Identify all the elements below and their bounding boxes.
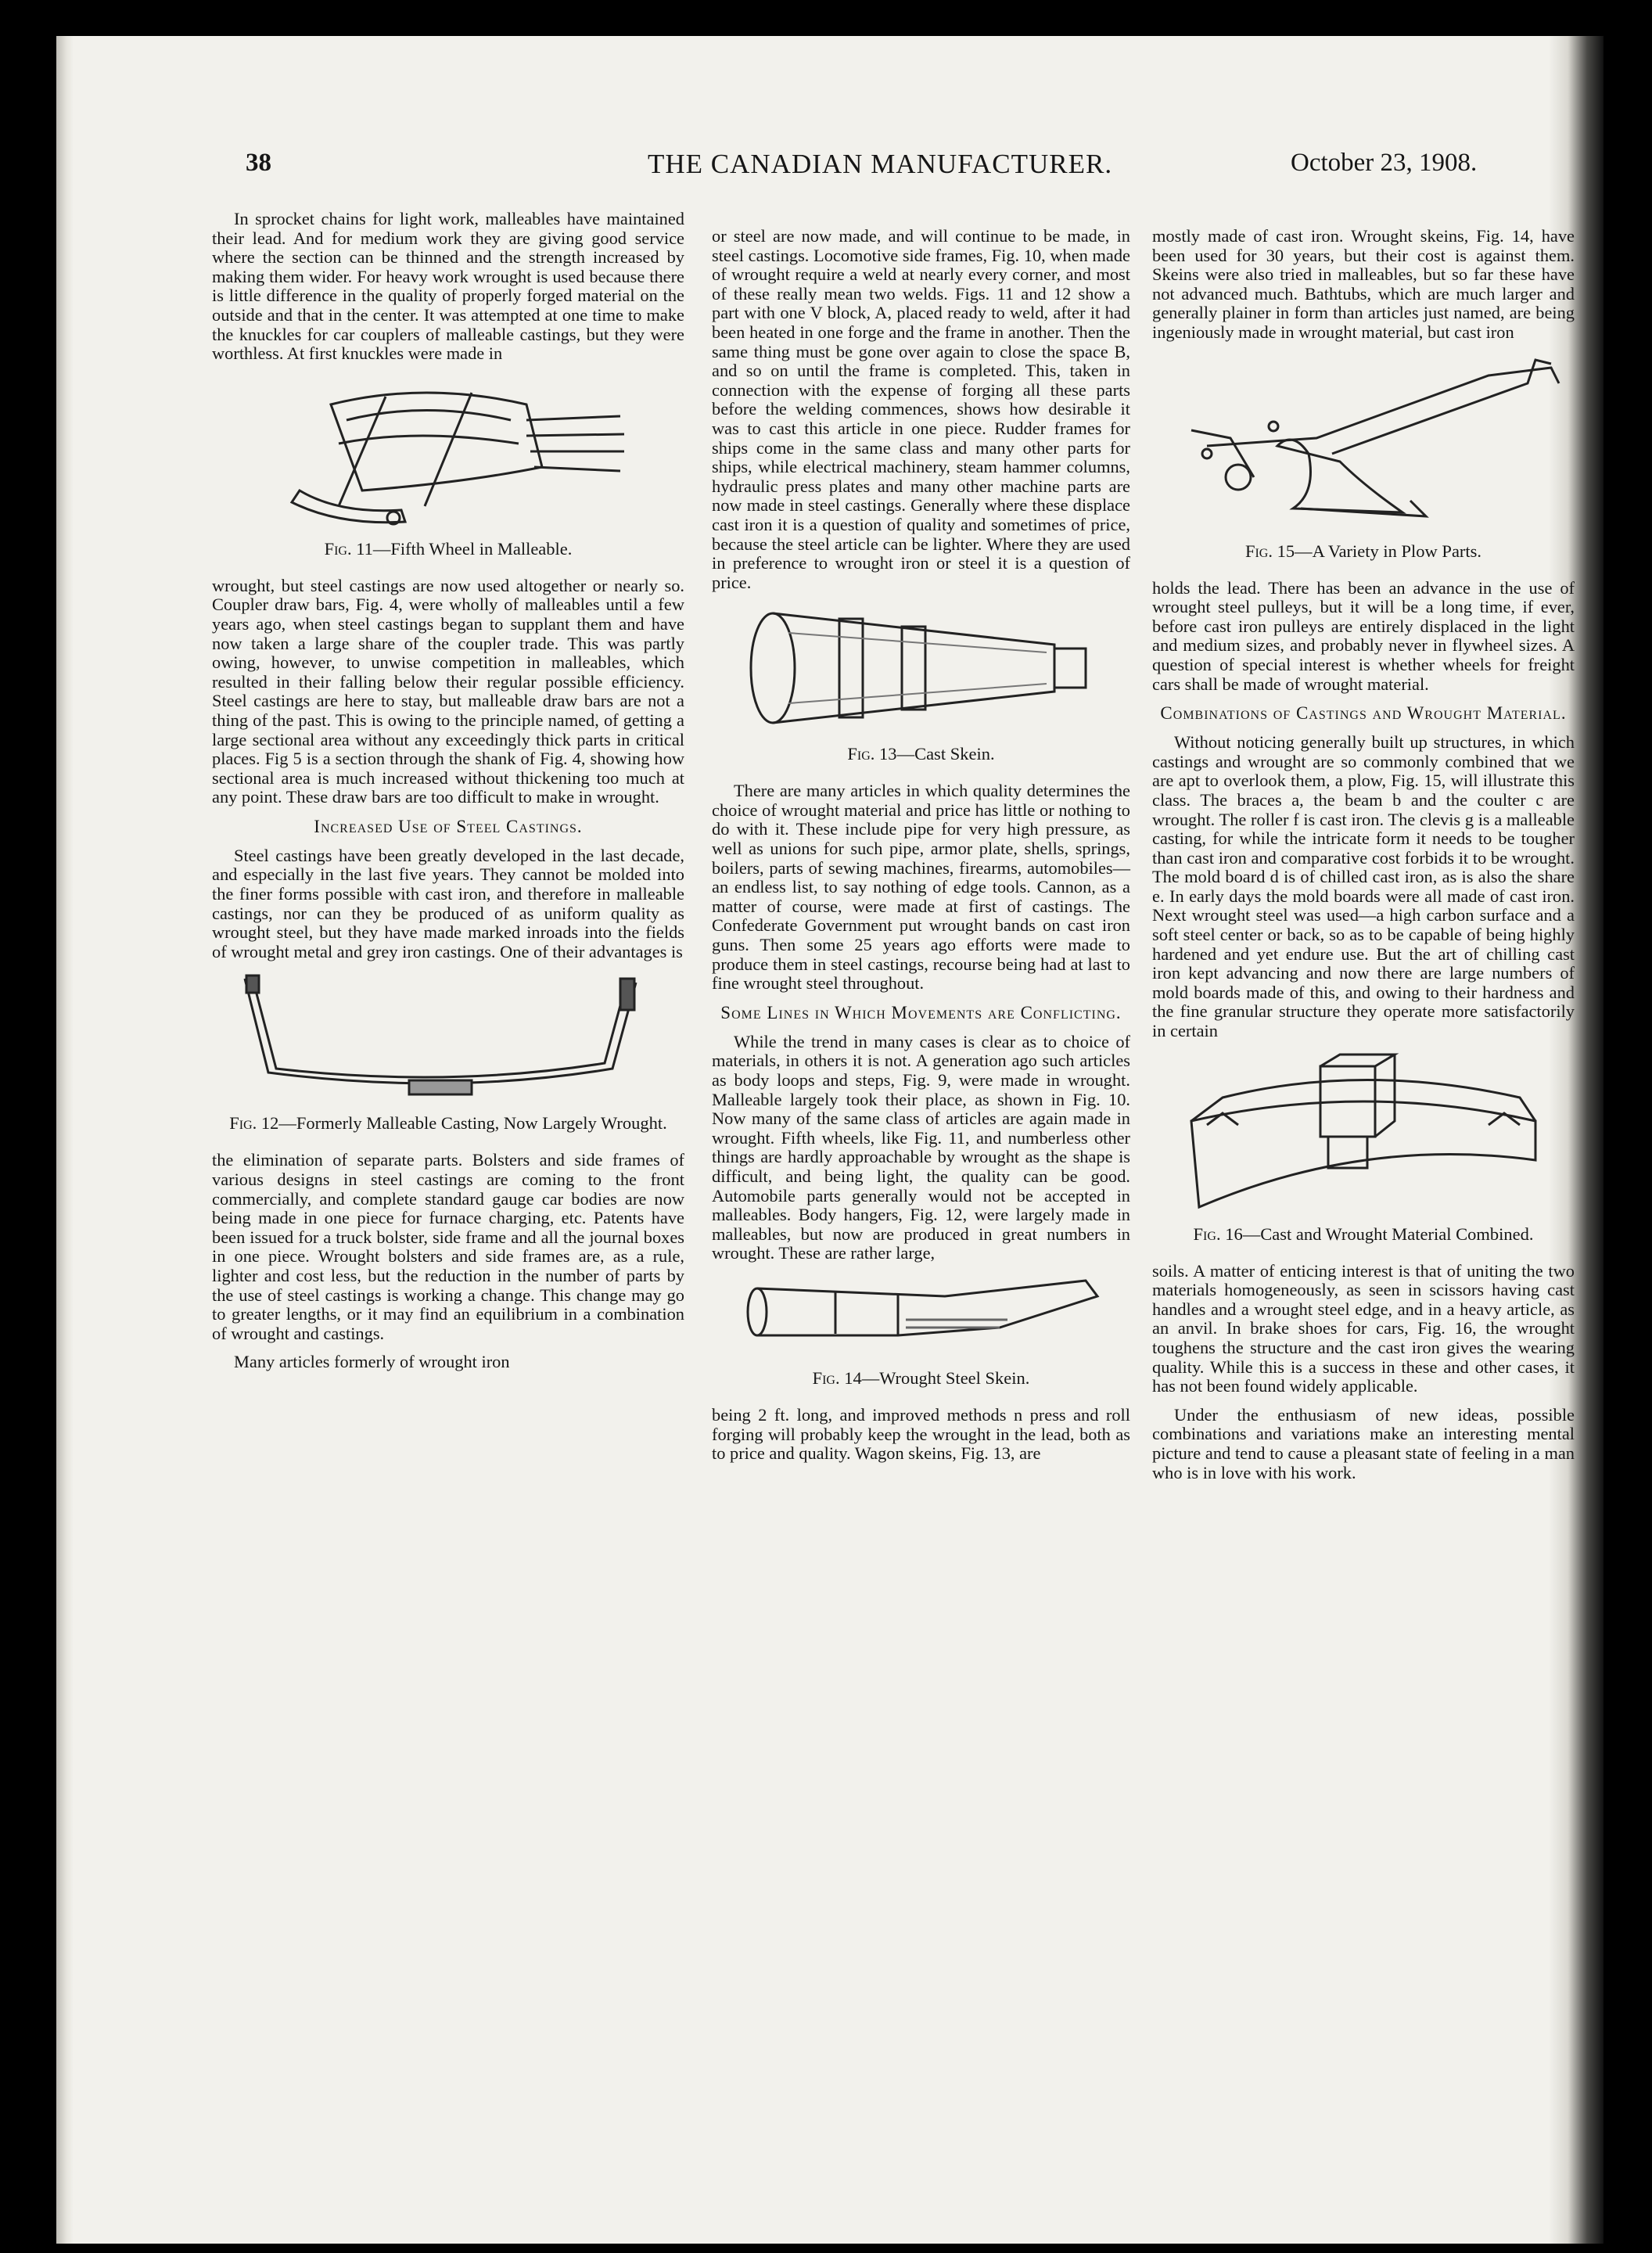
- paragraph: holds the lead. There has been an advance in the use of wrought steel pulleys, but it will be a long time, if ever, before cast iron pulleys are entirely displaced in the light and medium sizes, and probably never in flywheel sizes. A question of special interest is whether wheels for freight cars shall be made of wrought material.: [1152, 577, 1575, 694]
- fifth-wheel-illustration: [268, 373, 628, 530]
- magazine-page: [56, 36, 1604, 2244]
- figure-14: [712, 1273, 1130, 1389]
- figure-16-caption: Fig. 16—Cast and Wrought Material Combined.: [1193, 1224, 1534, 1244]
- paragraph: being 2 ft. long, and improved methods n press and roll forging will probably keep the wrought in the lead, both as to price and quality. Wagon skeins, Fig. 13, are: [712, 1404, 1130, 1464]
- figure-12-caption: Fig. 12—Formerly Malleable Casting, Now Largely Wrought.: [229, 1113, 667, 1134]
- figure-15: [1152, 352, 1575, 562]
- page-number: 38: [246, 149, 271, 177]
- figure-13-caption: Fig. 13—Cast Skein.: [847, 744, 995, 764]
- column-1: [212, 210, 684, 1382]
- plow-illustration: [1160, 352, 1567, 532]
- paragraph: soils. A matter of enticing interest is that of uniting the two materials homogeneously, as seen in scissors having cast handles and a wrought steel edge, and in a heavy article, as an anvil. In brake shoes for cars, Fig. 16, the wrought toughens the structure and the cast iron gives the wearing quality. While this is a success in these and other cases, it has not been found widely applicable.: [1152, 1260, 1575, 1396]
- paragraph: the elimination of separate parts. Bolsters and side frames of various designs in steel castings are coming to the front commercially, and complete standard gauge car bodies are now being made in one piece for furnace charging, etc. Patents have been issued for a truck bolster, side frame and all the journal boxes in one piece. Wrought bolsters and side frames are, as a rule, lighter and cost less, but the reduction in the number of parts by the use of steel castings is working a change. This change may go to greater lengths, or it may find an equilibrium in a combination of wrought and castings.: [212, 1150, 684, 1343]
- column-3: [1152, 227, 1575, 1492]
- wrought-skein-illustration: [742, 1273, 1101, 1359]
- cast-skein-illustration: [742, 602, 1101, 735]
- paragraph: There are many articles in which quality determines the choice of wrought material and price has little or nothing to do with it. These include pipe for very high pressure, as well as unions for such pipe, armor plate, shells, springs, boilers, parts of sewing machines, firearms, automobiles—an endless list, to say nothing of edge tools. Cannon, as a matter of course, were made at first of castings. The Confederate Government put wrought bands on cast iron guns. Then some 25 years ago efforts were made to produce them in steel castings, recourse being had at last to fine wrought steel throughout.: [712, 781, 1130, 994]
- paragraph: Steel castings have been greatly developed in the last decade, and especially in the last five years. They cannot be molded into the finer forms possible with cast iron, and therefore in malleable castings, nor can they be produced of as uniform quality as wrought steel, but they have made marked inroads into the fields of wrought metal and grey iron castings. One of their advantages is: [212, 845, 684, 961]
- figure-14-caption: Fig. 14—Wrought Steel Skein.: [812, 1367, 1030, 1388]
- paragraph: Without noticing generally built up structures, in which castings and wrought are so commonly combined that we are apt to overlook them, a plow, Fig. 15, will illustrate this class. The braces a, the beam b and the coulter c are wrought. The roller f is cast iron. The clevis g is a malleable casting, for while the intricate form it needs to be tougher than cast iron and comparative cost forbids it to be wrought. The mold board d is of chilled cast iron, as is also the share e. In early days the mold boards were all made of cast iron. Next wrought steel was used—a high carbon surface and a soft steel center or back, so as to be capable of being highly hardened and yet endure use. But the art of chilling cast iron kept advancing and now there are large numbers of mold boards made of this, and owing to their hardness and the fine granular structure they operate more satisfactorily in certain: [1152, 732, 1575, 1041]
- issue-date: October 23, 1908.: [1291, 149, 1478, 177]
- body-hanger-illustration: [237, 971, 659, 1104]
- paragraph: Under the enthusiasm of new ideas, possible combinations and variations make an interesting mental picture and tend to cause a pleasant state of feeling in a man who is in love with his work.: [1152, 1404, 1575, 1482]
- publication-title: THE CANADIAN MANUFACTURER.: [648, 149, 1113, 179]
- paragraph: mostly made of cast iron. Wrought skeins, Fig. 14, have been used for 30 years, but their cost is against them. Skeins were also tried in malleables, but so far these have not advanced much. Bathtubs, which are much larger and generally plainer in form than articles just named, are being ingeniously made in wrought material, but cast iron: [1152, 226, 1575, 342]
- brake-shoe-illustration: [1176, 1051, 1551, 1215]
- figure-12: [212, 971, 684, 1134]
- paragraph: or steel are now made, and will continue to be made, in steel castings. Locomotive side frames, Fig. 10, when made of wrought require a weld at nearly every corner, and most of these really mean two welds. Figs. 11 and 12 show a part with one V block, A, placed ready to weld, after it had been heated in one forge and the frame in another. Then the same thing must be gone over again to close the space B, and so on until the frame is completed. This, taken in connection with the expense of forging all these parts before the welding commences, shows how desirable it was to cast this article in one piece. Rudder frames for ships come in the same class and many other parts for ships, while electrical machinery, steam hammer columns, hydraulic press plates and many other machine parts are now made in steel castings. Generally where these displace cast iron it is a question of quality and sometimes of price, because the steel article can be lighter. Where they are used in preference to wrought iron or steel it is a question of price.: [712, 226, 1130, 592]
- page-header: [56, 149, 1604, 196]
- section-heading: Combinations of Castings and Wrought Material.: [1160, 703, 1567, 724]
- section-heading: Increased Use of Steel Castings.: [314, 816, 583, 836]
- paragraph: wrought, but steel castings are now used altogether or nearly so. Coupler draw bars, Fig. 4, were wholly of malleables until a few years ago, when steel castings began to supplant them and have now taken a large share of the coupler trade. This was partly owing, however, to unwise competition in malleables, which resulted in their falling below their regular possible efficiency. Steel castings are here to stay, but malleable draw bars are not a thing of the past. This is owing to the principle named, of getting a large sectional area without any exceedingly thick parts in critical places. Fig 5 is a section through the shank of Fig. 4, showing how sectional area is much increased without thickening too much at any point. These draw bars are too difficult to make in wrought.: [212, 575, 684, 807]
- page-left-edge: [56, 36, 74, 2244]
- paragraph: Many articles formerly of wrought iron: [234, 1352, 510, 1372]
- paragraph: While the trend in many cases is clear as to choice of materials, in others it is not. A generation ago such articles as body loops and steps, Fig. 9, were made in wrought. Malleable largely took their place, as shown in Fig. 10. Now many of the same class of articles are again made in wrought. Fifth wheels, like Fig. 11, and numberless other things are hardly approachable by wrought as the shape is difficult, and being light, the quality can be good. Automobile parts generally would not be accepted in malleables. Body hangers, Fig. 12, were largely made in malleables, but now are produced in great numbers in wrought. These are rather large,: [712, 1031, 1130, 1263]
- figure-13: [712, 602, 1130, 764]
- paragraph: In sprocket chains for light work, malleables have maintained their lead. And for medium work they are giving good service where the section can be thinned and the strength increased by making them wider. For heavy work wrought is used because there is little difference in the quality of properly forged material on the outside and that in the center. It was attempted at one time to make the knuckles for car couplers of malleable castings, but they were worthless. At first knuckles were made in: [212, 209, 684, 364]
- figure-11-caption: Fig. 11—Fifth Wheel in Malleable.: [324, 538, 573, 559]
- figure-15-caption: Fig. 15—A Variety in Plow Parts.: [1244, 541, 1482, 561]
- figure-11: [212, 373, 684, 559]
- section-heading: Some Lines in Which Movements are Conflicting.: [720, 1002, 1122, 1022]
- column-2: [712, 227, 1130, 1473]
- figure-16: [1152, 1051, 1575, 1245]
